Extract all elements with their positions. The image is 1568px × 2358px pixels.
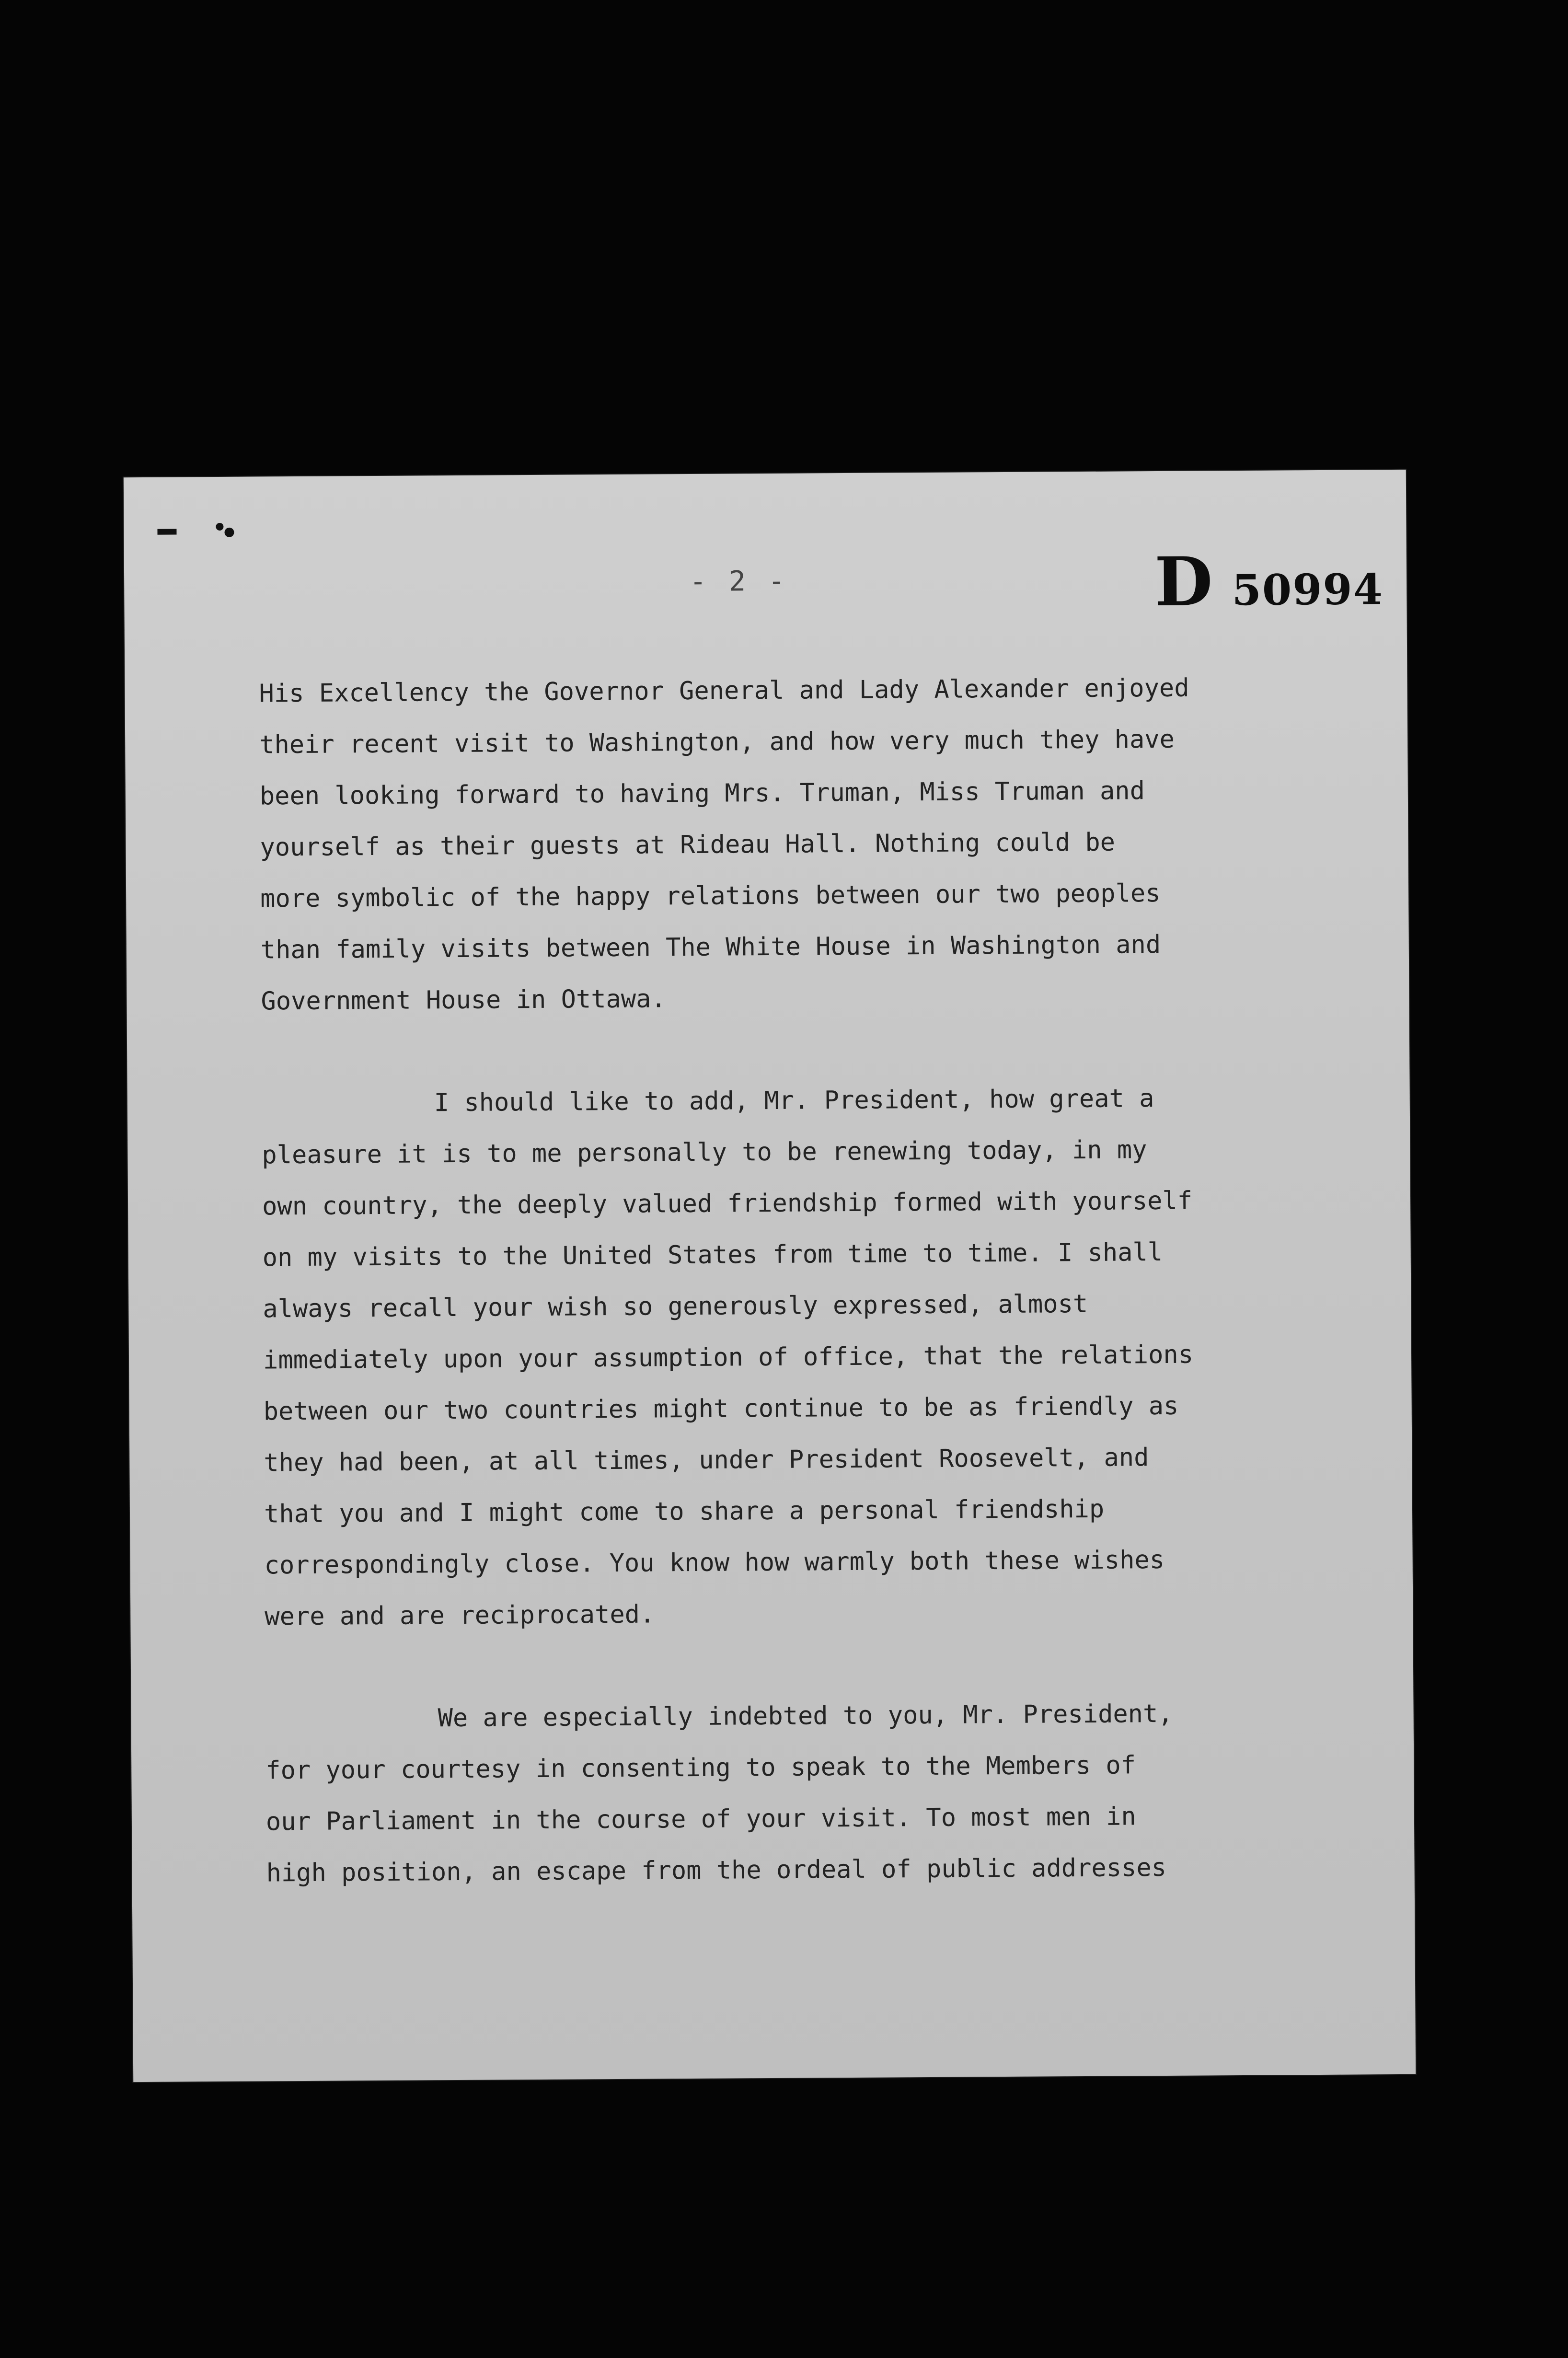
text-line: our Parliament in the course of your visit. To most men in <box>265 1802 1136 1837</box>
text-line: Government House in Ottawa. <box>261 984 666 1016</box>
text-line: immediately upon your assumption of office, that the relations <box>263 1340 1194 1375</box>
text-line: His Excellency the Governor General and Lady Alexander enjoyed <box>259 673 1189 708</box>
text-line: more symbolic of the happy relations between our two peoples <box>260 879 1161 913</box>
punch-mark <box>224 528 234 537</box>
text-line: correspondingly close. You know how warmly both these wishes <box>264 1545 1165 1580</box>
text-line: on my visits to the United States from time to time. I shall <box>262 1237 1163 1272</box>
letter-body <box>259 662 1311 1950</box>
paragraph-3 <box>265 1688 1311 1899</box>
document-id-prefix: D <box>1154 543 1213 622</box>
text-line: pleasure it is to me personally to be renewing today, in my <box>262 1135 1147 1170</box>
text-line: We are especially indebted to you, Mr. President, <box>438 1699 1173 1733</box>
page-number: - 2 - <box>689 564 788 598</box>
document-page <box>124 470 1416 2082</box>
text-line: between our two countries might continue to be as friendly as <box>263 1391 1179 1426</box>
punch-mark <box>216 523 223 531</box>
text-line: their recent visit to Washington, and how very much they have <box>259 725 1175 760</box>
text-line: that you and I might come to share a personal friendship <box>264 1494 1105 1529</box>
text-line: been looking forward to having Mrs. Truman, Miss Truman and <box>259 776 1145 811</box>
paragraph-2 <box>261 1072 1309 1642</box>
text-line: for your courtesy in consenting to speak to the Members of <box>265 1751 1136 1785</box>
document-id-number: 50994 <box>1232 564 1384 615</box>
punch-marks <box>152 515 258 544</box>
text-line: own country, the deeply valued friendship formed with yourself <box>262 1186 1193 1221</box>
document-id-stamp <box>1154 542 1384 622</box>
text-line: they had been, at all times, under President Roosevelt, and <box>264 1443 1149 1478</box>
paragraph-1 <box>259 662 1306 1027</box>
text-line: than family visits between The White House in Washington and <box>260 930 1161 965</box>
text-line: were and are reciprocated. <box>265 1600 655 1631</box>
text-line: yourself as their guests at Rideau Hall. Nothing could be <box>260 828 1116 862</box>
text-line: high position, an escape from the ordeal of public addresses <box>266 1853 1167 1888</box>
text-line: always recall your wish so generously expressed, almost <box>263 1289 1088 1324</box>
punch-mark <box>157 529 176 535</box>
text-line: I should like to add, Mr. President, how great a <box>434 1084 1154 1118</box>
